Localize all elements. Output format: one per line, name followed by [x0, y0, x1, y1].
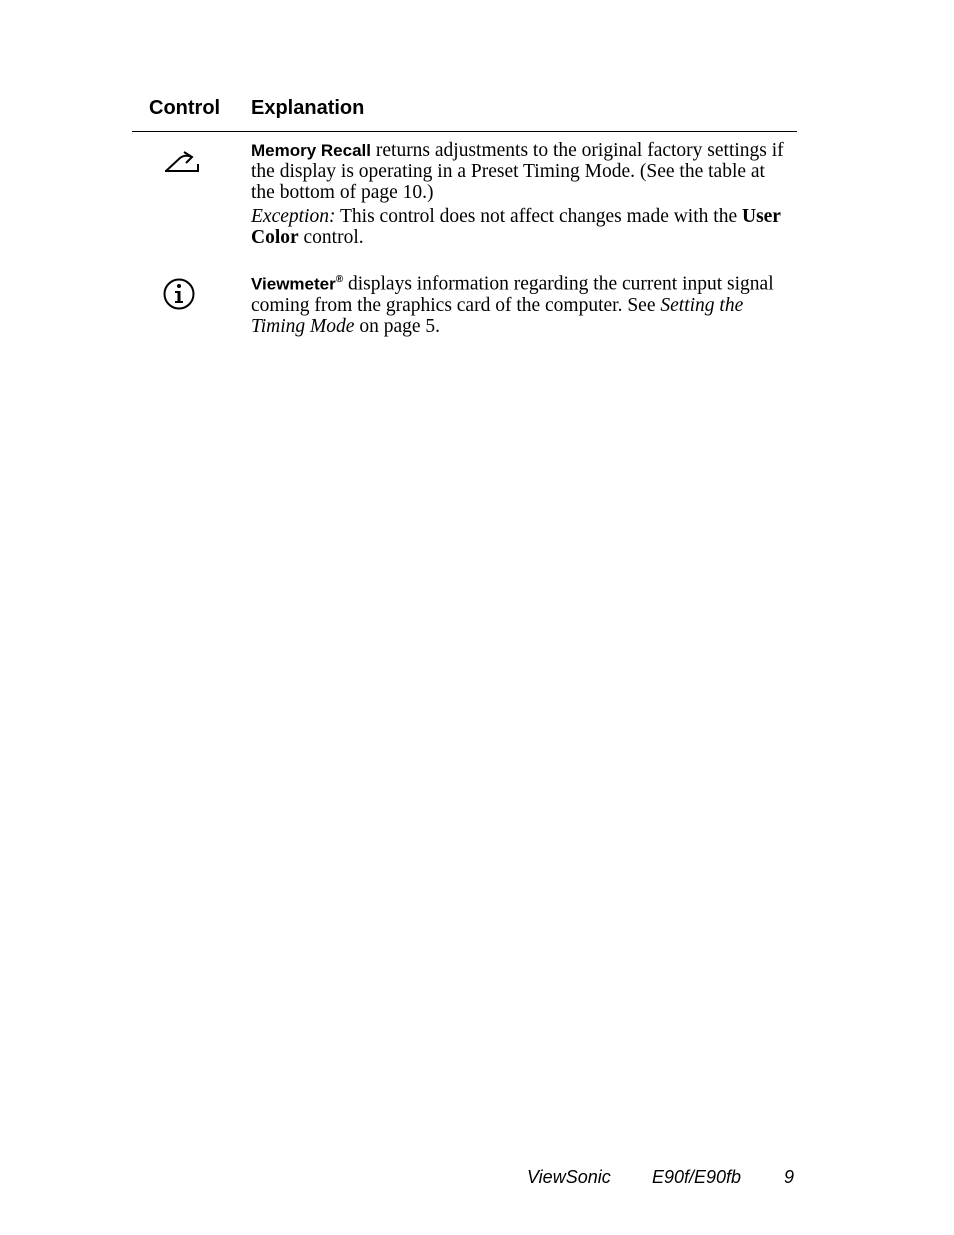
term-viewmeter: Viewmeter [251, 274, 336, 294]
reference-setting-timing-mode: Setting the Timing Mode [251, 294, 744, 337]
info-icon [162, 277, 212, 316]
term-user-color: User Color [251, 206, 781, 248]
column-header-control: Control [149, 97, 221, 119]
term-memory-recall: Memory Recall [251, 141, 371, 160]
viewmeter-text-end: on page 5. [354, 315, 441, 337]
registered-mark: ® [335, 274, 344, 285]
viewmeter-text: displays information regarding the current input signal coming from the graphics card of the computer. See [251, 273, 774, 316]
memory-recall-text: returns adjustments to the original factory settings if the display is operating in a Preset Timing Mode. (See the table at the bottom of page 10.) [251, 140, 784, 203]
exception-text: This control does not affect changes made with the [335, 206, 742, 227]
footer-page-number: 9 [784, 1167, 795, 1187]
footer-brand: ViewSonic [527, 1167, 611, 1187]
column-header-explanation: Explanation [251, 97, 365, 119]
memory-recall-description [251, 140, 791, 248]
footer-model: E90f/E90fb [652, 1167, 742, 1187]
memory-recall-icon [162, 149, 212, 180]
viewmeter-description [251, 269, 791, 337]
exception-end: control. [298, 227, 364, 248]
table-header [132, 96, 797, 132]
page-footer [0, 1167, 954, 1191]
exception-label: Exception: [251, 206, 336, 227]
